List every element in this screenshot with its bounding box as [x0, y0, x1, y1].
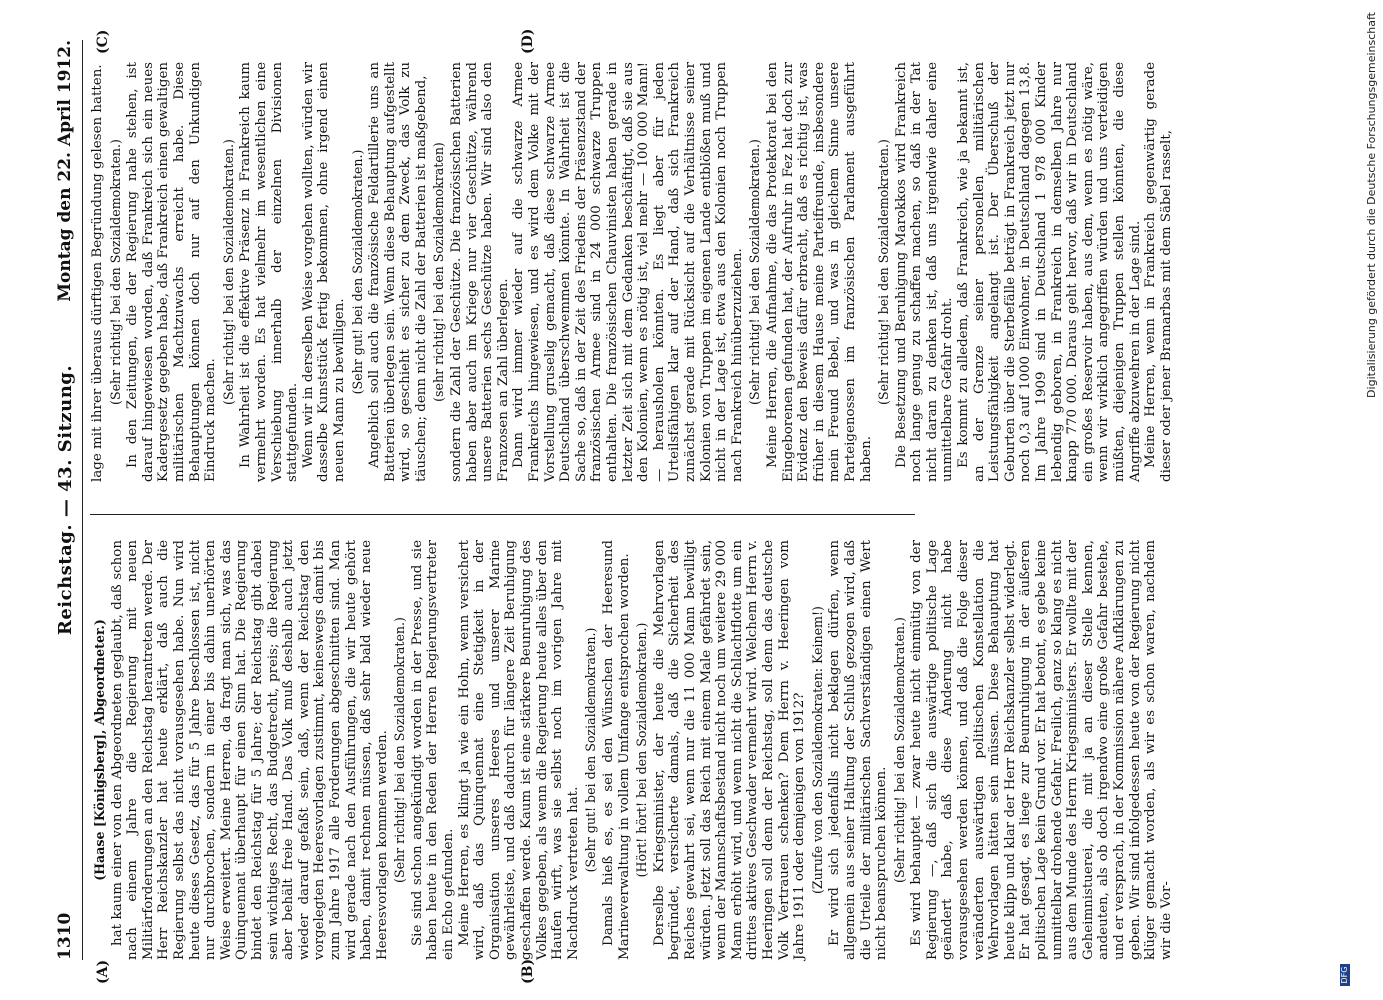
page-title: Reichstag. — 43. Sitzung.: [55, 364, 76, 636]
paragraph: In Wahrheit ist die effektive Präsenz in Frankreich kaum vermehrt worden. Es hat vielmehr im wesentlichen eine Verschiebung innerhalb der einzelnen Divisionen stattgefunden.: [238, 62, 301, 482]
margin-marker-a: (A): [95, 959, 111, 984]
paragraph: Er wird sich jedenfalls nicht beklagen dürfen, wenn allgemein aus seiner Haltung der Schluß gezogen wird, daß die Urteile der militärischen Sachverständigen einen Wert nicht beanspruchen können.: [827, 540, 890, 960]
paragraph: Angeblich soll auch die französische Feldartillerie uns an Batterien überlegen sein. Wenn diese Behauptung aufgestellt wird, so geschieht es sicher zu dem Zweck, das Volk zu täuschen; denn nicht die Zahl der Batterien ist maßgebend,: [367, 62, 429, 482]
paragraph: Es kommt zu alledem, daß Frankreich, wie ja bekannt ist, an der Grenze seiner personellen militärischen Leistungsfähigkeit angelangt ist. Der Überschuß der Geburten über die Sterbefälle beträgt in Frankreich jetzt nur noch 0,3 auf 1000 Einwohner, in Deutschland dagegen 13,8. Im Jahre 1909 sind in Deutschland 1 978 000 Kinder lebendig geboren, in Frankreich in demselben Jahre nur knapp 770 000. Daraus geht hervor, daß wir in Deutschland ein großes Reservoir haben, aus dem, wenn es nötig wäre, wenn wir wirklich angegriffen würden und uns verteidigen müßten, diejenigen Truppen stellen könnten, die diese Angriffe abzuwehren in der Lage sind.: [956, 62, 1143, 482]
interjection: (Hört! hört! bei den Sozialdemokraten.): [634, 622, 650, 878]
left-column: [90, 540, 1174, 960]
paragraph: In den Zeitungen, die der Regierung nahe stehen, ist darauf hingewiesen worden, daß Frankreich sich ein neues Kadergesetz gegeben habe, daß Frankreich einen gewaltigen militärischen Machtzuwachs erreicht habe. Diese Behauptungen können doch nur auf den Unkundigen Eindruck machen.: [125, 62, 219, 482]
margin-marker-c: (C): [95, 29, 111, 54]
interjection: (Sehr gut! bei den Sozialdemokraten.): [583, 627, 599, 873]
margin-marker-b: (B): [520, 958, 536, 984]
interjection: (Sehr richtig! bei den Sozialdemokraten.): [220, 139, 236, 405]
paragraph: Meine Herren, wenn in Frankreich gegenwärtig gerade dieser oder jener Bramarbas mit dem Säbel rasselt,: [1143, 62, 1174, 482]
paragraph: Meine Herren, es klingt ja wie ein Hohn, wenn versichert wird, daß das Quinquennat eine Stetigkeit in der Organisation unseres Heeres und unserer Marine gewährleiste, und daß dadurch für längere Zeit Beruhigung geschaffen werde. Kaum ist eine stärkere Beunruhigung des Volkes gegeben, als wenn die Regierung heute alles über den Haufen wirft, was sie selbst noch im vorigen Jahre mit Nachdruck vertreten hat.: [456, 540, 581, 960]
paragraph: Derselbe Kriegsminister, der heute die Mehrvorlagen begründet, versicherte damals, daß die Sicherheit des Reiches gewahrt sei, wenn nur die 11 000 Mann bewilligt würden. Jetzt soll das Reich mit einem Male gefährdet sein, wenn der Mannschaftsbestand nicht noch um weitere 29 000 Mann erhöht wird, und wenn nicht die Schlachtflotte um ein drittes aktives Geschwader vermehrt wird. Welchem Herrn v. Heeringen soll denn der Reichstag, soll denn das deutsche Volk Vertrauen schenken? Dem Herrn v. Heeringen vom Jahre 1911 oder demjenigen von 1912?: [651, 540, 808, 960]
speaker-label: (Haase [Königsberg], Abgeordneter.): [92, 619, 107, 881]
right-column: [90, 62, 1174, 482]
paragraph: Wenn wir in derselben Weise vorgehen wollten, würden wir dasselbe Kunststück fertig bekommen, ohne irgend einen neuen Mann zu bewilligen.: [300, 62, 347, 482]
interjection: (Sehr richtig! bei den Sozialdemokraten.): [107, 139, 123, 405]
column-divider: [90, 514, 915, 515]
page-header: [55, 40, 79, 960]
footer-credit: Digitalisierung gefördert durch die Deutsche Forschungsgemeinschaft: [1365, 12, 1378, 398]
header-rule: [82, 40, 83, 960]
interjection: (Sehr richtig! bei den Sozialdemokraten.): [392, 617, 408, 883]
session-date: Montag den 22. April 1912.: [55, 40, 75, 302]
paragraph: Sie sind schon angekündigt worden in der Presse, und sie haben heute in den Reden der Herren Regierungsvertreter ein Echo gefunden.: [409, 540, 457, 960]
paragraph: hat kaum einer von den Abgeordneten geglaubt, daß schon nach einem Jahre die Regierung mit neuen Militärforderungen an den Reichstag herantreten werde. Der Herr Reichskanzler hat heute erklärt, daß auch die Regierung selbst das nicht vorausgesehen habe. Nun wird heute dieses Gesetz, das für 5 Jahre beschlossen ist, nicht nur durchbrochen, sondern in einer bis dahin unerhörten Weise erweitert. Meine Herren, da fragt man sich, was das Quinquennat überhaupt für einen Sinn hat. Die Regierung bindet den Reichstag für 5 Jahre; der Reichstag gibt dabei sein wichtiges Recht, das Budgetrecht, preis; die Regierung aber behält freie Hand. Das Volk muß deshalb auch jetzt wieder darauf gefaßt sein, daß, wenn der Reichstag den vorgelegten Heeresvorlagen zustimmt, keineswegs damit bis zum Jahre 1917 alle Forderungen abgeschnitten sind. Man wird gerade nach den Ausführungen, die wir heute gehört haben, damit rechnen müssen, daß sehr bald wieder neue Heeresvorlagen kommen werden.: [109, 540, 390, 960]
paragraph: Die Besetzung und Beruhigung Marokkos wird Frankreich noch lange genug zu schaffen machen, so daß in der Tat nicht daran zu denken ist, daß uns irgendwie daher eine unmittelbare Gefahr droht.: [893, 62, 956, 482]
interjection: (Sehr richtig! bei den Sozialdemokraten.): [891, 617, 907, 883]
page-number: 1310: [55, 912, 75, 960]
interjection: (Sehr richtig! bei den Sozialdemokraten.): [876, 139, 892, 405]
paragraph: sondern die Zahl der Geschütze. Die französischen Batterien haben aber auch im Kriege nur vier Geschütze, während unsere Batterien sechs Geschütze haben. Wir sind also den Franzosen an Zahl überlegen.: [449, 62, 511, 482]
paragraph: Damals hieß es, es sei den Wünschen der Heeresund Marineverwaltung in vollem Umfange entsprochen worden.: [601, 540, 632, 960]
paragraph: Dann wird immer wieder auf die schwarze Armee Frankreichs hingewiesen, und es wird dem Volke mit der Vorstellung gruselig gemacht, daß diese schwarze Armee Deutschland überschwemmen könnte. In Wahrheit ist die Sache so, daß in der Zeit des Friedens der Präsenzstand der französischen Armee sind in 24 000 schwarze Truppen enthalten. Die französischen Chauvinisten haben gerade in letzter Zeit sich mit dem Gedanken beschäftigt, daß sie aus den Kolonien, wenn es nötig ist, viel mehr — 100 000 Mann! — herausholen könnten. Es liegt aber für jeden Urteilsfähigen klar auf der Hand, daß sich Frankreich zunächst gerade mit Rücksicht auf die Verhältnisse seiner Kolonien von Truppen im eigenen Lande entblößen muß und nicht in der Lage ist, etwa aus den Kolonien noch Truppen nach Frankreich hinüberzuziehen.: [511, 62, 745, 482]
interjection: (Sehr richtig! bei den Sozialdemokraten.): [747, 139, 763, 405]
paragraph: Meine Herren, die Aufnahme, die das Protektorat bei den Eingeborenen gefunden hat, der Aufruhr in Fez hat doch zur Evidenz den Beweis dafür erbracht, daß es richtig ist, was früher in diesem Hause meine Parteifreunde, insbesondere mein Freund Bebel, und was in gleichem Sinne unsere Parteigenossen im französischen Parlament ausgeführt haben.: [764, 62, 874, 482]
margin-marker-d: (D): [520, 28, 536, 54]
paragraph: Es wird behauptet — zwar heute nicht einmütig von der Regierung —, daß sich die auswärtige politische Lage geändert habe, daß diese Änderung nicht habe vorausgesehen werden können, und daß die Folge dieser veränderten auswärtigen politischen Konstellation die Wehrvorlagen hätten sein müssen. Diese Behauptung hat heute klipp und klar der Herr Reichskanzler selbst widerlegt. Er hat gesagt, es liege zur Beunruhigung in der äußeren politischen Lage kein Grund vor. Er hat betont, es gebe keine unmittelbar drohende Gefahr. Freilich, ganz so klang es nicht aus dem Munde des Herrn Kriegsministers. Er wollte mit der Geheimnistuerei, die mit ja an dieser Stelle kennen, andeuten, als ob doch irgendwo eine große Gefahr bestehe, und er versprach, in der Kommission nähere Aufklärungen zu geben. Wir sind infolgedessen heute von der Regierung nicht klüger gemacht worden, als wir es schon waren, nachdem wir die Vor-: [909, 540, 1174, 960]
interjection: (sehr richtig! bei den Sozialdemokraten): [431, 142, 447, 402]
dfg-logo: DFG: [1340, 964, 1350, 986]
interjection: (Sehr gut! bei den Sozialdemokraten.): [349, 149, 365, 395]
interjection: (Zurufe von den Sozialdemokraten: Keinem!): [809, 606, 825, 894]
paragraph: lage mit ihrer überaus dürftigen Begründung gelesen hatten.: [90, 64, 105, 482]
footer: [1260, 12, 1378, 992]
